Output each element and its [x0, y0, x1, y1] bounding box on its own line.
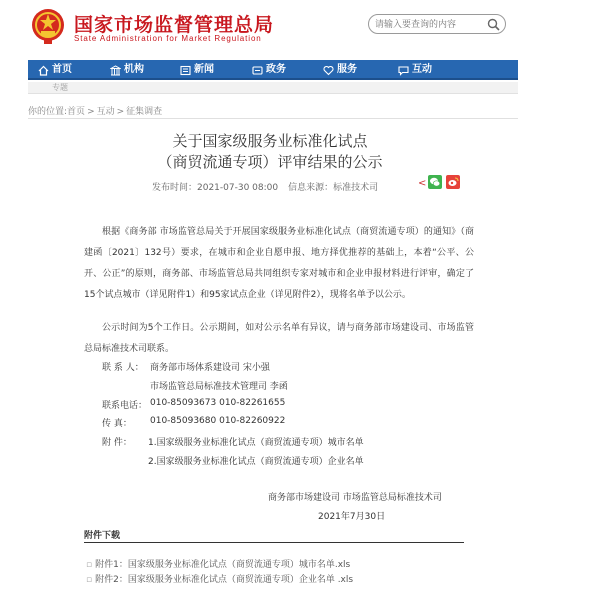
- nav-item-organization[interactable]: [110, 60, 144, 80]
- phone-value: 010-85093673 010-82261655: [150, 398, 286, 408]
- article-title-line1: 关于国家级服务业标准化试点: [172, 132, 368, 150]
- site-title[interactable]: 国家市场监督管理总局: [74, 14, 275, 36]
- subnav-tab-topics[interactable]: 专题: [52, 83, 68, 92]
- nav-label: 互动: [412, 64, 432, 75]
- breadcrumb-survey[interactable]: 征集调查: [126, 107, 163, 117]
- download-link[interactable]: [86, 572, 353, 585]
- divider: [28, 118, 518, 119]
- heart-icon: [323, 65, 334, 76]
- download-link-text: 附件2：国家级服务业标准化试点（商贸流通专项）企业名单 .xls: [95, 575, 354, 585]
- contact-label: 联 系 人：: [102, 363, 144, 373]
- site-header: [0, 0, 600, 56]
- search-box: [368, 14, 506, 34]
- article-paragraph-2: [84, 318, 474, 360]
- divider: [84, 542, 464, 543]
- breadcrumb: [28, 104, 162, 117]
- publish-time: 发布时间：2021-07-30 08:00: [152, 183, 279, 193]
- breadcrumb-interaction[interactable]: 互动: [96, 107, 115, 117]
- breadcrumb-separator: >: [116, 107, 125, 117]
- nav-label: 服务: [337, 64, 357, 75]
- article-title-line2: （商贸流通专项）评审结果的公示: [157, 153, 383, 171]
- attachment-list-item: 1.国家级服务业标准化试点（商贸流通专项）城市名单: [148, 438, 364, 448]
- government-icon: [252, 65, 263, 76]
- newspaper-icon: [180, 65, 191, 76]
- paragraph-text: 公示时间为5个工作日。公示期间，如对公示名单有异议，请与商务部市场建设司、市场监管总局标准技术司联系。: [84, 323, 474, 354]
- nav-label: 机构: [124, 64, 144, 75]
- contact-line-1: 商务部市场体系建设司 宋小强: [150, 363, 270, 373]
- home-icon: [38, 65, 49, 76]
- fax-label: 传 真：: [102, 419, 132, 429]
- nav-item-news[interactable]: [180, 60, 214, 80]
- chat-icon: [398, 65, 409, 76]
- nav-item-interaction[interactable]: [398, 60, 432, 80]
- attachment-label: 附 件：: [102, 438, 132, 448]
- paragraph-text: 根据《商务部 市场监管总局关于开展国家级服务业标准化试点（商贸流通专项）的通知》（商建函〔2021〕132号）要求，在城市和企业自愿申报、地方择优推荐的基础上，本着“公平、公开、公正”的原则，商务部、市场监管总局共同组织专家对城市和企业申报材料进行评审，确定了15个试点城市（详见附件1）和95家试点企业（详见附件2），现将名单予以公示。: [84, 227, 474, 300]
- search-input[interactable]: [375, 17, 483, 32]
- download-link[interactable]: [86, 557, 350, 570]
- nav-item-affairs[interactable]: [252, 60, 286, 80]
- breadcrumb-separator: >: [87, 107, 95, 117]
- search-icon[interactable]: [487, 18, 500, 31]
- signers: 商务部市场建设司 市场监管总局标准技术司: [268, 493, 442, 503]
- article-paragraph-1: [84, 222, 474, 306]
- info-source: 信息来源：标准技术司: [288, 183, 379, 193]
- breadcrumb-home[interactable]: 首页: [67, 107, 86, 117]
- wechat-share-icon[interactable]: [428, 175, 442, 189]
- breadcrumb-prefix: 你的位置:: [28, 107, 68, 117]
- attachment-list-item: 2.国家级服务业标准化试点（商贸流通专项）企业名单: [148, 457, 364, 467]
- download-link-text: 附件1：国家级服务业标准化试点（商贸流通专项）城市名单.xls: [95, 560, 351, 570]
- article-meta: [152, 180, 388, 193]
- weibo-share-icon[interactable]: [446, 175, 460, 189]
- contact-line-2: 市场监管总局标准技术管理司 李函: [150, 382, 288, 392]
- phone-label: 联系电话：: [102, 401, 148, 411]
- nav-label: 新闻: [194, 64, 214, 75]
- sub-nav: [28, 82, 518, 94]
- nav-item-home[interactable]: [38, 60, 72, 80]
- nav-item-service[interactable]: [323, 60, 357, 80]
- bullet-icon: ▫: [86, 560, 93, 570]
- nav-label: 首页: [52, 64, 72, 75]
- main-nav: [28, 60, 518, 80]
- downloads-heading: 附件下载: [84, 531, 121, 541]
- sign-date: 2021年7月30日: [318, 512, 386, 522]
- fax-value: 010-85093680 010-82260922: [150, 416, 286, 426]
- bullet-icon: ▫: [86, 575, 93, 585]
- share-label: <: [418, 177, 427, 189]
- nav-label: 政务: [266, 64, 286, 75]
- building-icon: [110, 65, 121, 76]
- national-emblem-icon[interactable]: [30, 7, 66, 45]
- site-subtitle: State Administration for Market Regulation: [74, 34, 262, 43]
